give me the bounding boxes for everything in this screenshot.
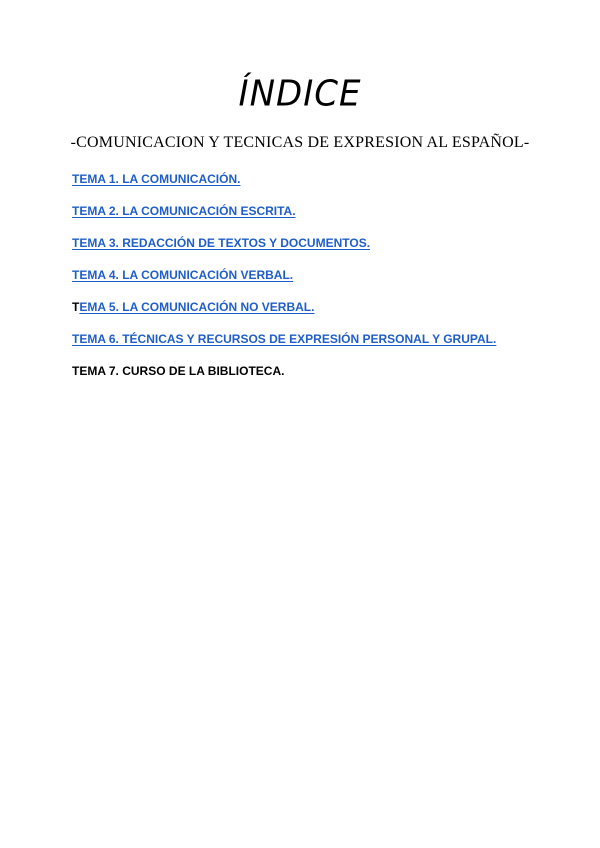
toc-link-tema-4[interactable]: TEMA 4. LA COMUNICACIÓN VERBAL. xyxy=(72,268,294,282)
page-subtitle: -COMUNICACION Y TECNICAS DE EXPRESION AL ESPAÑOL- xyxy=(70,134,530,151)
toc-entry-7-text: TEMA 7. CURSO DE LA BIBLIOTECA. xyxy=(72,364,285,378)
toc-entry-5-prefix: T xyxy=(72,300,80,314)
table-of-contents xyxy=(72,170,572,394)
toc-entry-2 xyxy=(72,202,572,234)
toc-entry-4 xyxy=(72,266,572,298)
toc-entry-5 xyxy=(72,298,572,330)
page-title: ÍNDICE xyxy=(238,73,362,115)
toc-link-tema-5[interactable]: EMA 5. LA COMUNICACIÓN NO VERBAL. xyxy=(79,300,315,314)
toc-link-tema-2[interactable]: TEMA 2. LA COMUNICACIÓN ESCRITA. xyxy=(72,204,296,218)
toc-link-tema-1[interactable]: TEMA 1. LA COMUNICACIÓN. xyxy=(72,172,241,186)
toc-entry-7 xyxy=(72,362,572,394)
toc-link-tema-6[interactable]: TEMA 6. TÉCNICAS Y RECURSOS DE EXPRESIÓN PERSONAL Y GRUPAL. xyxy=(72,332,497,346)
toc-entry-1 xyxy=(72,170,572,202)
toc-entry-6 xyxy=(72,330,572,362)
toc-link-tema-3[interactable]: TEMA 3. REDACCIÓN DE TEXTOS Y DOCUMENTOS. xyxy=(72,236,371,250)
toc-entry-3 xyxy=(72,234,572,266)
